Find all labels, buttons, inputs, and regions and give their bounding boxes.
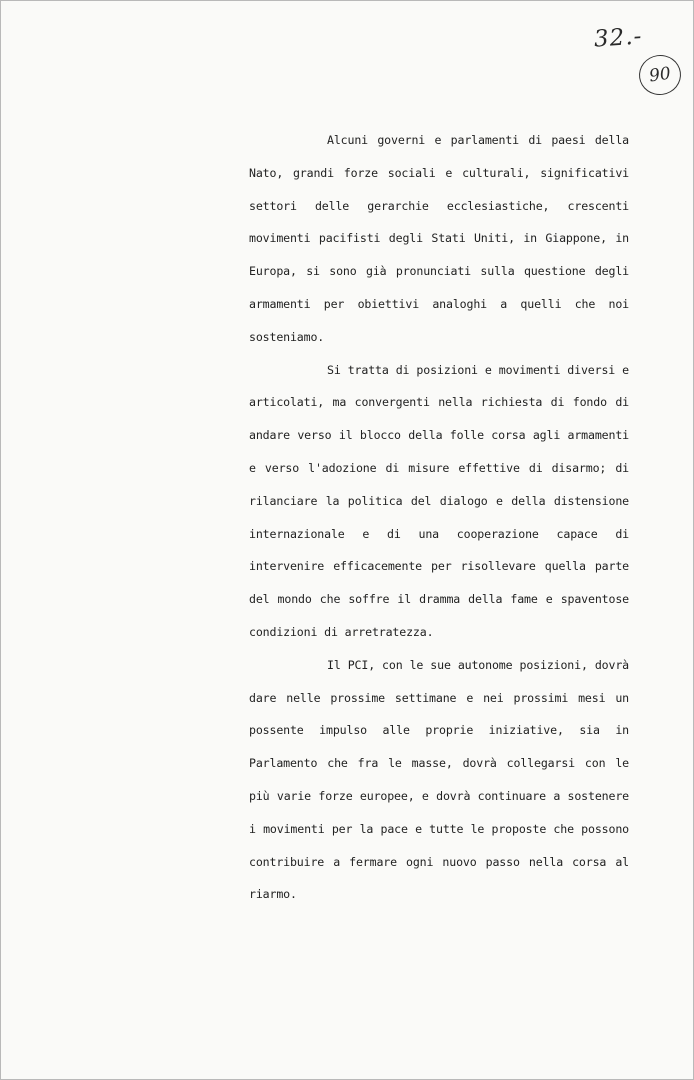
paragraph-3: Il PCI, con le sue autonome posizioni, dovrà dare nelle prossime settimane e nei prossimi mesi un possente impulso alle proprie iniziative, sia in Parlamento che fra le masse, dovrà collegarsi con le più varie forze europee, e dovrà continuare a sostenere i movimenti per la pace e tutte le proposte che possono contribuire a fermare ogni nuovo passo nella corsa al riarmo. [249,657,629,902]
typewritten-text-body [249,124,629,911]
paragraph-1: Alcuni governi e parlamenti di paesi della Nato, grandi forze sociali e culturali, significativi settori delle gerarchie ecclesiastiche, crescenti movimenti pacifisti degli Stati Uniti, in Giappone, in Europa, si sono già pronunciati sulla questione degli armamenti per obiettivi analoghi a quelli che noi sosteniamo. [249,133,629,344]
archive-number-text: 90 [647,63,673,87]
handwritten-page-number: 32.- [593,23,644,53]
circled-archive-number [636,52,683,97]
paragraph-2: Si tratta di posizioni e movimenti diversi e articolati, ma convergenti nella richiesta di fondo di andare verso il blocco della folle corsa agli armamenti e verso l'adozione di misure effettive di disarmo; di rilanciare la politica del dialogo e della distensione internazionale e di una cooperazione capace di intervenire efficacemente per risollevare quella parte del mondo che soffre il dramma della fame e spaventose condizioni di arretratezza. [249,362,629,639]
